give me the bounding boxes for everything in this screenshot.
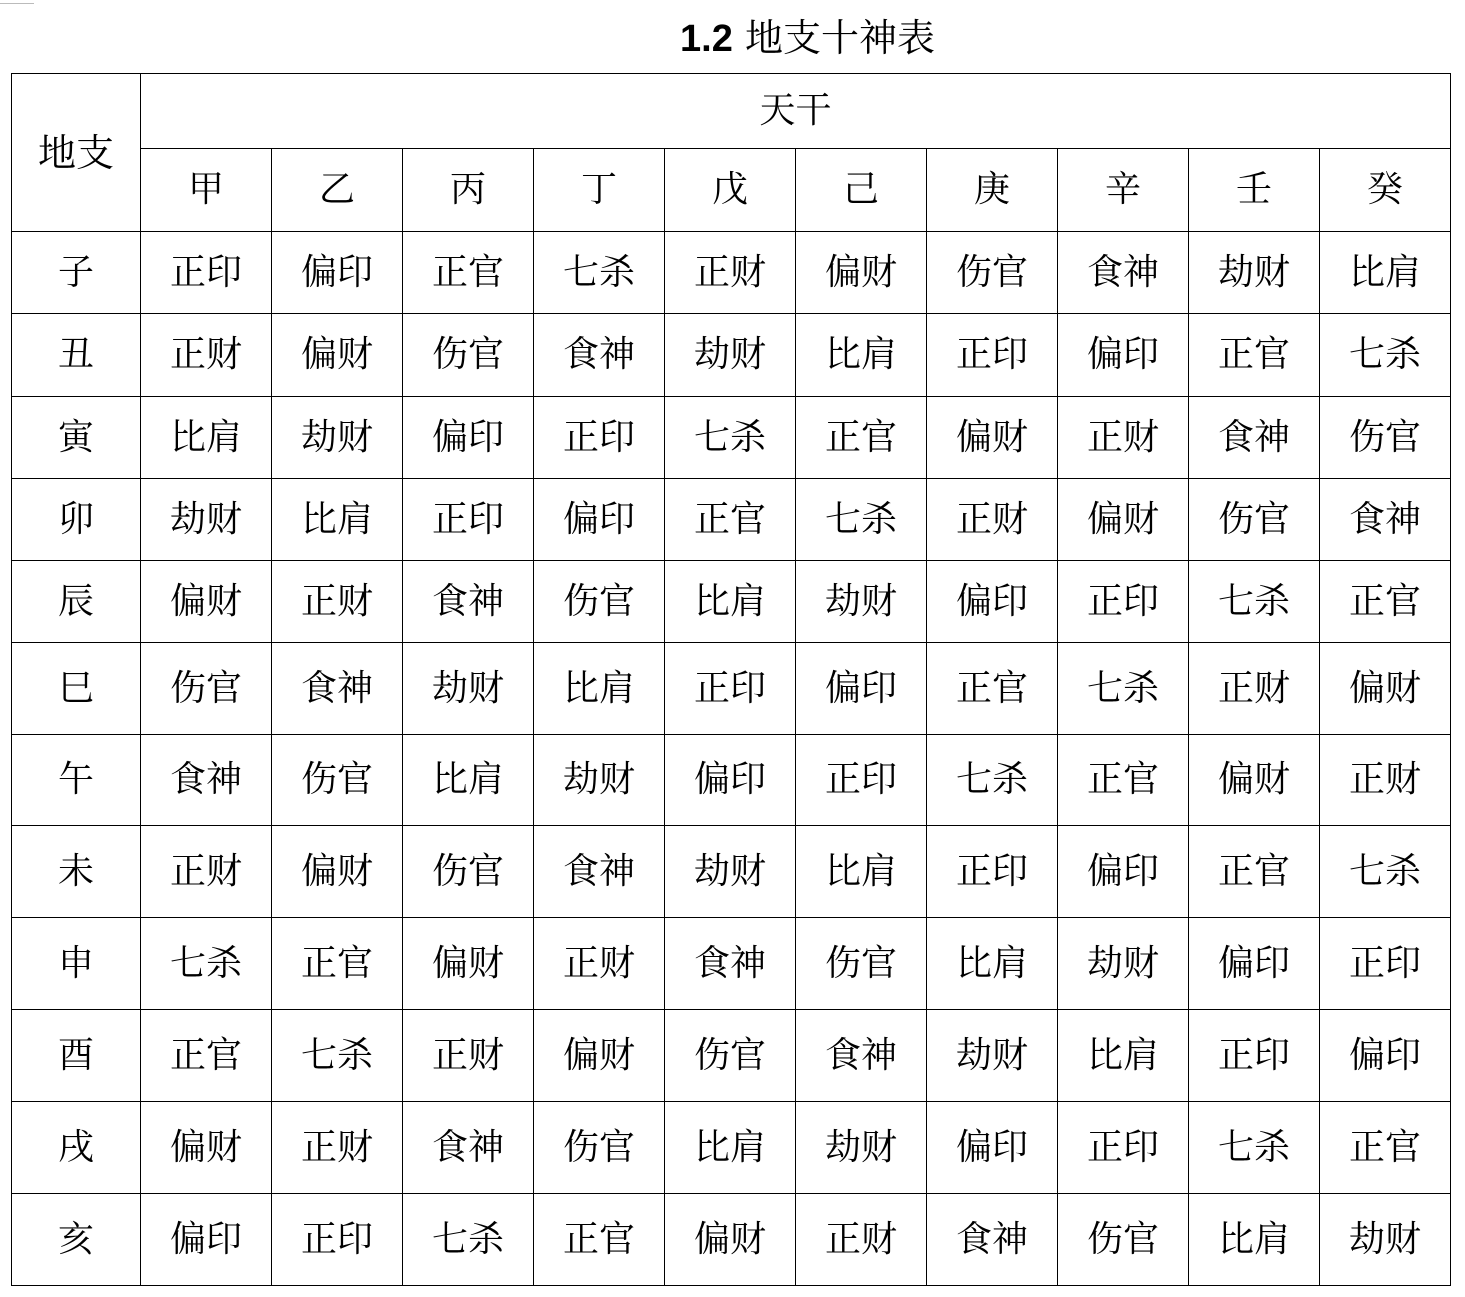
ten-god-cell: 伤官 — [665, 1010, 796, 1102]
ten-god-cell: 偏财 — [796, 232, 927, 314]
ten-god-cell: 伤官 — [141, 643, 272, 735]
ten-god-cell: 正官 — [1058, 735, 1189, 826]
branch-cell: 卯 — [12, 479, 141, 561]
ten-god-cell: 偏财 — [272, 826, 403, 918]
ten-god-cell: 偏印 — [665, 735, 796, 826]
ten-god-cell: 劫财 — [534, 735, 665, 826]
branch-cell: 未 — [12, 826, 141, 918]
ten-god-cell: 正印 — [1320, 918, 1451, 1010]
ten-god-cell: 七杀 — [1058, 643, 1189, 735]
stem-header-cell: 甲 — [141, 149, 272, 232]
ten-god-cell: 偏印 — [1320, 1010, 1451, 1102]
table-row — [12, 826, 1451, 918]
ten-god-cell: 比肩 — [1189, 1194, 1320, 1286]
ten-god-cell: 劫财 — [665, 826, 796, 918]
ten-god-cell: 正印 — [665, 643, 796, 735]
ten-god-cell: 偏印 — [534, 479, 665, 561]
ten-god-cell: 伤官 — [1320, 397, 1451, 479]
ten-god-cell: 正官 — [665, 479, 796, 561]
ten-god-cell: 正印 — [927, 314, 1058, 397]
ten-god-cell: 正财 — [1320, 735, 1451, 826]
ten-god-cell: 七杀 — [796, 479, 927, 561]
page-corner-mark — [0, 0, 34, 4]
ten-god-cell: 伤官 — [534, 561, 665, 643]
ten-god-cell: 伤官 — [534, 1102, 665, 1194]
ten-god-cell: 七杀 — [141, 918, 272, 1010]
ten-god-cell: 劫财 — [403, 643, 534, 735]
branch-cell: 申 — [12, 918, 141, 1010]
ten-god-cell: 偏印 — [927, 1102, 1058, 1194]
stem-header-cell: 辛 — [1058, 149, 1189, 232]
ten-god-cell: 食神 — [403, 561, 534, 643]
ten-god-cell: 七杀 — [534, 232, 665, 314]
ten-god-cell: 正财 — [141, 826, 272, 918]
ten-god-cell: 伤官 — [403, 826, 534, 918]
ten-god-cell: 食神 — [1058, 232, 1189, 314]
ten-god-cell: 正财 — [1058, 397, 1189, 479]
ten-god-cell: 正官 — [403, 232, 534, 314]
stem-header-cell: 乙 — [272, 149, 403, 232]
branch-cell: 丑 — [12, 314, 141, 397]
ten-god-cell: 正官 — [927, 643, 1058, 735]
ten-god-cell: 正印 — [927, 826, 1058, 918]
table-row — [12, 479, 1451, 561]
ten-god-cell: 食神 — [403, 1102, 534, 1194]
ten-god-cell: 正财 — [272, 561, 403, 643]
ten-god-cell: 正财 — [403, 1010, 534, 1102]
branch-cell: 亥 — [12, 1194, 141, 1286]
ten-god-cell: 伤官 — [272, 735, 403, 826]
ten-god-cell: 偏财 — [403, 918, 534, 1010]
header-row-stems — [12, 149, 1451, 232]
ten-god-cell: 比肩 — [665, 1102, 796, 1194]
ten-god-cell: 正财 — [141, 314, 272, 397]
ten-god-cell: 七杀 — [1320, 314, 1451, 397]
branch-column-header: 地支 — [12, 74, 141, 232]
ten-god-cell: 偏印 — [403, 397, 534, 479]
ten-god-cell: 伤官 — [927, 232, 1058, 314]
ten-god-cell: 偏财 — [534, 1010, 665, 1102]
ten-god-cell: 正官 — [1320, 561, 1451, 643]
table-row — [12, 918, 1451, 1010]
ten-god-cell: 偏财 — [141, 561, 272, 643]
ten-god-cell: 食神 — [796, 1010, 927, 1102]
ten-god-cell: 食神 — [927, 1194, 1058, 1286]
stem-header-cell: 丁 — [534, 149, 665, 232]
ten-god-cell: 偏印 — [1189, 918, 1320, 1010]
ten-god-cell: 正官 — [796, 397, 927, 479]
ten-god-cell: 比肩 — [272, 479, 403, 561]
table-row — [12, 314, 1451, 397]
ten-god-cell: 正财 — [272, 1102, 403, 1194]
table-row — [12, 1102, 1451, 1194]
ten-god-cell: 偏财 — [665, 1194, 796, 1286]
table-row — [12, 1010, 1451, 1102]
table-row — [12, 397, 1451, 479]
ten-god-cell: 正印 — [141, 232, 272, 314]
ten-god-cell: 伤官 — [796, 918, 927, 1010]
title-text: 地支十神表 — [744, 16, 935, 60]
ten-god-cell: 七杀 — [272, 1010, 403, 1102]
ten-god-cell: 正官 — [1189, 826, 1320, 918]
ten-god-cell: 正官 — [141, 1010, 272, 1102]
ten-god-cell: 伤官 — [1189, 479, 1320, 561]
ten-god-cell: 正印 — [1189, 1010, 1320, 1102]
ten-god-cell: 正官 — [534, 1194, 665, 1286]
ten-god-cell: 劫财 — [796, 1102, 927, 1194]
ten-god-cell: 正财 — [534, 918, 665, 1010]
ten-god-cell: 正印 — [534, 397, 665, 479]
ten-god-cell: 劫财 — [796, 561, 927, 643]
ten-god-cell: 偏印 — [1058, 314, 1189, 397]
ten-god-cell: 正印 — [1058, 561, 1189, 643]
branch-cell: 午 — [12, 735, 141, 826]
ten-god-cell: 比肩 — [1058, 1010, 1189, 1102]
ten-god-cell: 正印 — [403, 479, 534, 561]
branch-cell: 子 — [12, 232, 141, 314]
branch-cell: 酉 — [12, 1010, 141, 1102]
stem-header-cell: 戊 — [665, 149, 796, 232]
ten-god-cell: 比肩 — [403, 735, 534, 826]
stem-header-cell: 己 — [796, 149, 927, 232]
ten-god-cell: 正财 — [665, 232, 796, 314]
header-row-group — [12, 74, 1451, 149]
ten-god-cell: 食神 — [1320, 479, 1451, 561]
ten-god-cell: 劫财 — [1189, 232, 1320, 314]
ten-god-cell: 正财 — [796, 1194, 927, 1286]
ten-god-cell: 食神 — [534, 314, 665, 397]
ten-god-cell: 食神 — [1189, 397, 1320, 479]
title-number: 1.2 — [680, 18, 733, 60]
ten-god-cell: 七杀 — [665, 397, 796, 479]
table-row — [12, 1194, 1451, 1286]
branch-cell: 巳 — [12, 643, 141, 735]
ten-god-cell: 劫财 — [272, 397, 403, 479]
ten-god-cell: 比肩 — [534, 643, 665, 735]
ten-god-cell: 偏印 — [141, 1194, 272, 1286]
ten-god-cell: 正官 — [1320, 1102, 1451, 1194]
ten-god-cell: 偏财 — [927, 397, 1058, 479]
ten-god-cell: 偏印 — [1058, 826, 1189, 918]
ten-god-cell: 劫财 — [141, 479, 272, 561]
ten-god-cell: 七杀 — [1320, 826, 1451, 918]
stem-header-cell: 庚 — [927, 149, 1058, 232]
ten-god-cell: 正官 — [1189, 314, 1320, 397]
table-row — [12, 735, 1451, 826]
ten-god-cell: 七杀 — [1189, 561, 1320, 643]
ten-god-cell: 比肩 — [796, 826, 927, 918]
branch-cell: 辰 — [12, 561, 141, 643]
ten-god-cell: 偏财 — [141, 1102, 272, 1194]
stem-group-header: 天干 — [141, 74, 1451, 149]
stem-header-cell: 丙 — [403, 149, 534, 232]
page-title — [0, 10, 1465, 67]
branch-cell: 戌 — [12, 1102, 141, 1194]
ten-god-cell: 比肩 — [927, 918, 1058, 1010]
ten-god-cell: 偏财 — [1058, 479, 1189, 561]
table-row — [12, 561, 1451, 643]
ten-god-cell: 食神 — [534, 826, 665, 918]
ten-god-cell: 劫财 — [665, 314, 796, 397]
ten-god-cell: 偏印 — [272, 232, 403, 314]
ten-god-cell: 偏财 — [1320, 643, 1451, 735]
ten-god-cell: 比肩 — [141, 397, 272, 479]
ten-god-cell: 七杀 — [927, 735, 1058, 826]
ten-god-cell: 比肩 — [1320, 232, 1451, 314]
ten-god-cell: 比肩 — [665, 561, 796, 643]
table-row — [12, 232, 1451, 314]
ten-god-cell: 正财 — [1189, 643, 1320, 735]
ten-god-cell: 伤官 — [403, 314, 534, 397]
ten-god-cell: 食神 — [141, 735, 272, 826]
stem-header-cell: 壬 — [1189, 149, 1320, 232]
ten-god-cell: 伤官 — [1058, 1194, 1189, 1286]
ten-god-cell: 食神 — [272, 643, 403, 735]
ten-god-cell: 正财 — [927, 479, 1058, 561]
ten-god-cell: 七杀 — [1189, 1102, 1320, 1194]
ten-god-cell: 正印 — [796, 735, 927, 826]
ten-god-cell: 食神 — [665, 918, 796, 1010]
ten-god-cell: 比肩 — [796, 314, 927, 397]
ten-god-cell: 劫财 — [927, 1010, 1058, 1102]
ten-god-cell: 偏财 — [272, 314, 403, 397]
branch-cell: 寅 — [12, 397, 141, 479]
table-row — [12, 643, 1451, 735]
ten-god-cell: 正印 — [272, 1194, 403, 1286]
ten-god-cell: 正印 — [1058, 1102, 1189, 1194]
ten-god-cell: 正官 — [272, 918, 403, 1010]
ten-god-cell: 偏印 — [927, 561, 1058, 643]
ten-god-cell: 偏印 — [796, 643, 927, 735]
stem-header-cell: 癸 — [1320, 149, 1451, 232]
ten-god-cell: 偏财 — [1189, 735, 1320, 826]
ten-god-cell: 劫财 — [1320, 1194, 1451, 1286]
ten-god-cell: 劫财 — [1058, 918, 1189, 1010]
ten-god-cell: 七杀 — [403, 1194, 534, 1286]
ten-gods-table — [11, 73, 1451, 1286]
